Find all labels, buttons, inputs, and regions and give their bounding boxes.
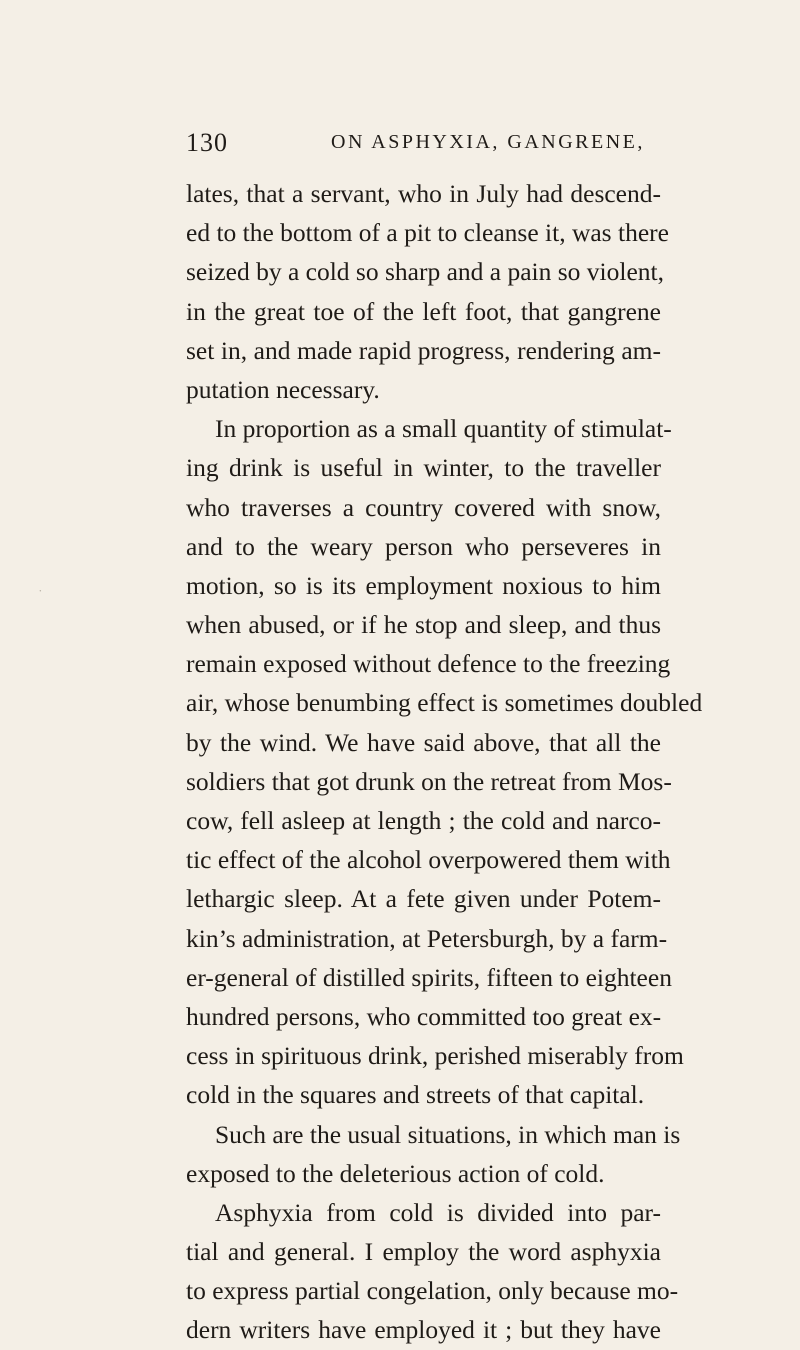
text-line: soldiers that got drunk on the retreat from Mos- [186,766,672,796]
text-line: and to the weary person who perseveres in [186,531,661,561]
text-line: cold in the squares and streets of that capital. [186,1080,645,1110]
running-title: ON ASPHYXIA, GANGRENE, [331,131,645,153]
text-line: hundred persons, who committed too great ex- [186,1001,662,1031]
text-line: In proportion as a small quantity of stimulat- [215,414,672,444]
text-line: seized by a cold so sharp and a pain so violent, [186,257,665,287]
text-line: air, whose benumbing effect is sometimes doubled [186,688,703,718]
body-text [186,174,703,1350]
text-line: lates, that a servant, who in July had descend- [186,179,661,208]
running-head [186,128,661,168]
text-line: cow, fell asleep at length ; the cold and narco- [186,806,661,835]
text-line: ing drink is useful in winter, to the traveller [186,453,661,483]
text-line: who traverses a country covered with snow, [186,492,661,522]
text-line: cess in spirituous drink, perished miserably from [186,1041,684,1071]
text-line: Such are the usual situations, in which man is [215,1119,681,1149]
text-line: Asphyxia from cold is divided into par- [215,1197,661,1227]
text-line: dern writers have employed it ; but they have [186,1315,661,1345]
text-line: lethargic sleep. At a fete given under Potem- [186,884,661,914]
text-line: putation necessary. [186,374,380,404]
text-line: set in, and made rapid progress, rendering am- [186,335,661,365]
text-line: when abused, or if he stop and sleep, and thus [186,610,661,640]
text-line: kin’s administration, at Petersburgh, by a farm- [186,923,668,953]
text-line: to express partial congelation, only because mo- [186,1276,679,1306]
text-line: tial and general. I employ the word asphyxia [186,1237,661,1267]
paper-speck-mark: ˙ [38,588,43,603]
text-line: ed to the bottom of a pit to cleanse it, was there [186,218,669,248]
page-number: 130 [186,128,228,157]
text-line: tic effect of the alcohol overpowered them with [186,845,671,875]
text-line: remain exposed without defence to the freezing [186,649,671,679]
text-line: in the great toe of the left foot, that gangrene [186,296,661,326]
text-line: er-general of distilled spirits, fifteen to eighteen [186,962,672,992]
text-line: motion, so is its employment noxious to him [186,570,661,600]
text-line: by the wind. We have said above, that all the [186,727,661,757]
text-line: exposed to the deleterious action of cold. [186,1158,605,1188]
